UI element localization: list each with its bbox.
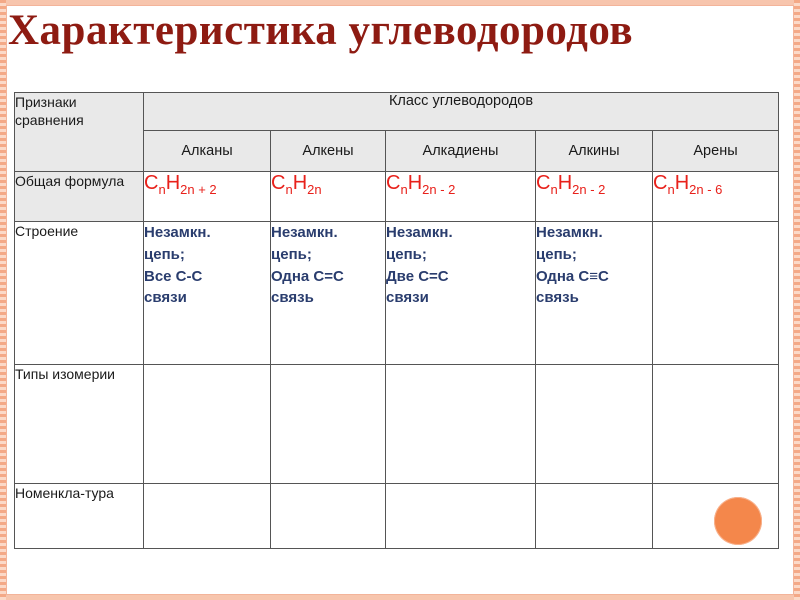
structure-alkynes: Незамкн. цепь; Одна С≡С связь: [536, 222, 653, 365]
class-header-arenes: Арены: [653, 131, 779, 172]
class-header-alkadienes: Алкадиены: [386, 131, 536, 172]
structure-arenes: [653, 222, 779, 365]
formula-alkenes: $C_nH_{2n}$: [271, 172, 386, 222]
row-label-isomerism: [15, 365, 144, 484]
isomerism-alkenes: [271, 365, 386, 484]
row-label-formula: [15, 172, 144, 222]
nomenclature-alkynes: [536, 484, 653, 549]
row-label-isomerism-text: Типы изомерии: [15, 366, 115, 382]
row-label-nomenclature: [15, 484, 144, 549]
hydrocarbons-table: [14, 92, 779, 549]
formula-alkanes: $C_nH_{2n + 2}$: [144, 172, 271, 222]
isomerism-alkynes: [536, 365, 653, 484]
isomerism-alkanes: [144, 365, 271, 484]
structure-alkenes: Незамкн. цепь; Одна С=С связь: [271, 222, 386, 365]
nomenclature-alkadienes: [386, 484, 536, 549]
bottom-border-stripe: [0, 595, 800, 600]
row-label-formula-text: Общая формула: [15, 173, 125, 189]
decorative-circle: [714, 497, 762, 545]
isomerism-arenes: [653, 365, 779, 484]
slide-title: Характеристика углеводородов: [8, 7, 634, 54]
formula-arenes: $C_nH_{2n - 6}$: [653, 172, 779, 222]
row-label-nomenclature-text: Номенкла-тура: [15, 485, 114, 501]
class-header-alkynes: Алкины: [536, 131, 653, 172]
class-header-alkanes: Алканы: [144, 131, 271, 172]
row-label-structure: [15, 222, 144, 365]
class-header-alkenes: Алкены: [271, 131, 386, 172]
structure-alkanes: Незамкн. цепь; Все С-С связи: [144, 222, 271, 365]
isomerism-alkadienes: [386, 365, 536, 484]
row-label-structure-text: Строение: [15, 223, 79, 239]
nomenclature-alkenes: [271, 484, 386, 549]
nomenclature-alkanes: [144, 484, 271, 549]
formula-alkadienes: $C_nH_{2n - 2}$: [386, 172, 536, 222]
compare-label-cell: [15, 93, 144, 172]
formula-alkynes: $C_nH_{2n - 2}$: [536, 172, 653, 222]
class-header-cell: [144, 93, 779, 131]
structure-alkadienes: Незамкн. цепь; Две С=С связи: [386, 222, 536, 365]
compare-label: Признаки сравнения: [15, 94, 84, 129]
right-border-stripe: [794, 0, 800, 600]
class-header: Класс углеводородов: [388, 93, 534, 109]
